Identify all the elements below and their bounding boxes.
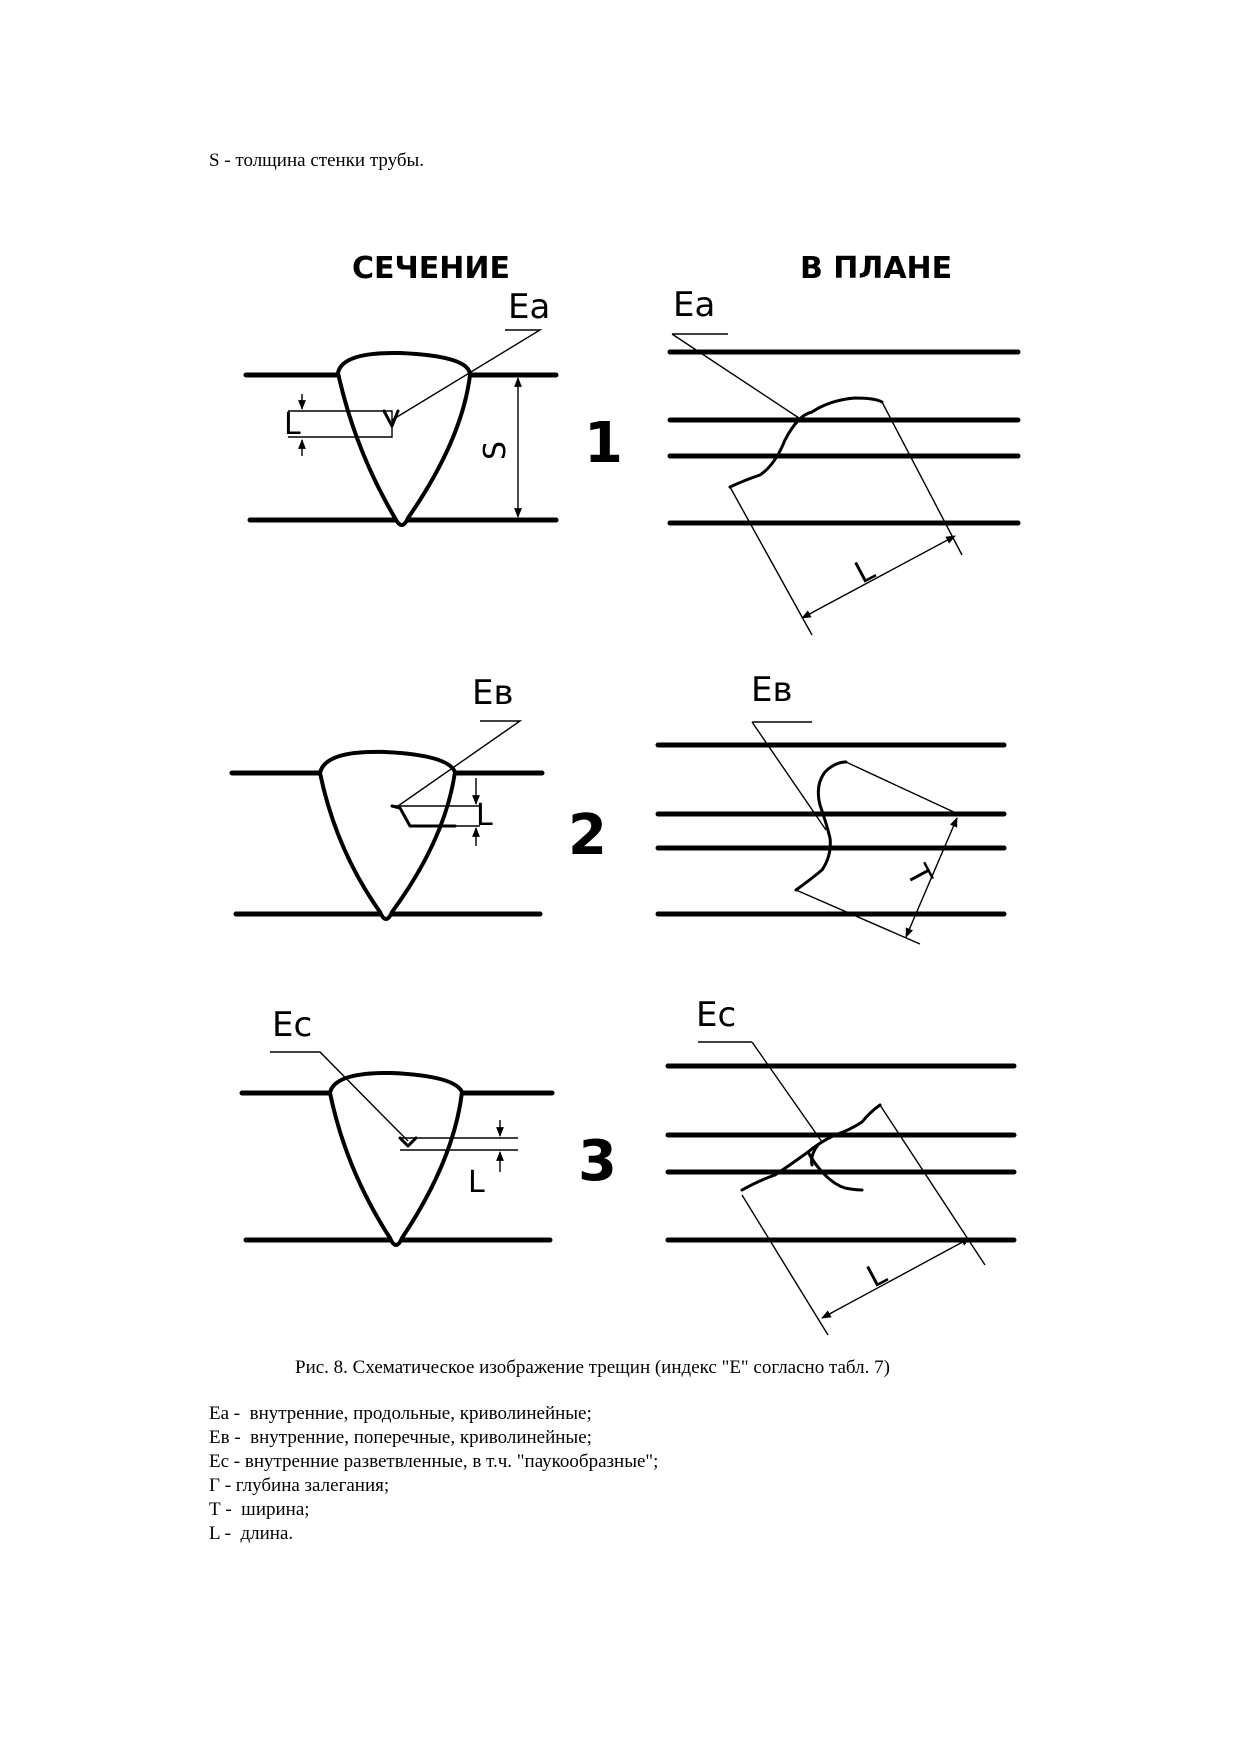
intro-text: S - толщина стенки трубы. xyxy=(209,150,425,171)
row-1-section-dim: L xyxy=(284,407,301,442)
row-2-number: 2 xyxy=(568,803,607,868)
row-3-plan-label: Ec xyxy=(696,995,737,1035)
row-2-plan-dim: T xyxy=(898,859,939,892)
legend-item-ea: Еа - внутренние, продольные, криволинейные; xyxy=(209,1403,592,1424)
row-3-section xyxy=(242,1005,552,1245)
row-2-plan-label: Eв xyxy=(751,670,793,710)
row-3-section-label: Ec xyxy=(272,1005,313,1045)
legend-item-ev: Ев - внутренние, поперечные, криволинейные; xyxy=(209,1427,592,1448)
row-1-plan-label: Eа xyxy=(673,285,716,325)
row-1-plan xyxy=(670,285,1018,635)
row-3-number: 3 xyxy=(578,1129,617,1194)
row-1-number: 1 xyxy=(584,411,623,476)
row-1-plan-dim: L xyxy=(849,552,881,592)
row-3-plan-dim: L xyxy=(861,1256,893,1296)
legend-item-g: Г - глубина залегания; xyxy=(209,1475,390,1496)
heading-section: СЕЧЕНИЕ xyxy=(352,251,510,286)
row-2-plan xyxy=(658,670,1004,944)
row-2-section xyxy=(232,673,542,919)
legend-item-ec: Ес - внутренние разветвленные, в т.ч. "паукообразные"; xyxy=(209,1451,659,1472)
heading-plan: В ПЛАНЕ xyxy=(800,251,953,286)
legend-item-t: Т - ширина; xyxy=(209,1499,310,1520)
row-1-section xyxy=(246,287,556,525)
legend xyxy=(209,1402,658,1546)
row-3-section-dim: L xyxy=(468,1165,485,1200)
row-1-section-label: Eа xyxy=(508,287,551,327)
row-3-plan xyxy=(668,995,1014,1335)
legend-item-l: L - длина. xyxy=(209,1523,294,1544)
row-1-thickness-dim: S xyxy=(478,440,513,460)
figure-caption: Рис. 8. Схематическое изображение трещин (индекс "Е" согласно табл. 7) xyxy=(295,1357,890,1378)
row-2-section-dim: L xyxy=(476,798,493,833)
row-2-section-label: Eв xyxy=(472,673,514,713)
